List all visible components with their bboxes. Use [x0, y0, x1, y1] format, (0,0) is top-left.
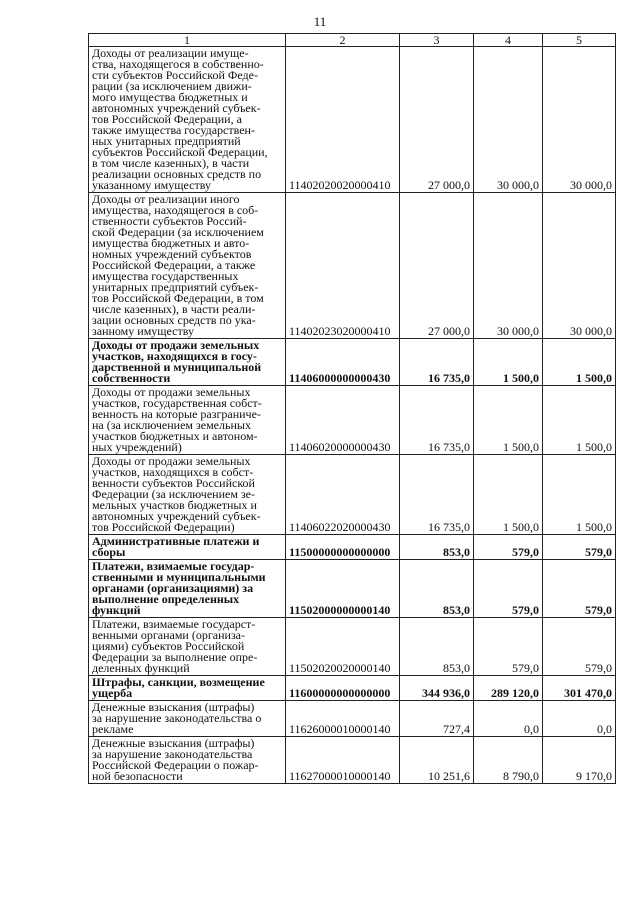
income-name-cell: Доходы от реализации иного имущества, находящегося в соб- ственности субъектов Россий- ской Федерации (за исключением имущества бюджетных и авто- номных учреждений субъектов Российской Федерации, а также имущества государственных унитарных предприятий субъек- тов Российской Федерации, в том числе казенных), в части реали- зации основных средств по ука- занному имуществу: [89, 193, 286, 339]
amount-cell-col4: 579,0: [474, 618, 543, 676]
amount-cell-col5: 301 470,0: [543, 676, 616, 701]
amount-cell-col4: 1 500,0: [474, 386, 543, 455]
budget-code-cell: 11500000000000000: [286, 535, 400, 560]
income-name-cell: Доходы от продажи земельных участков, государственная собст- венность на которые разграниче- на (за исключением земельных участков бюджетных и автоном- ных учреждений): [89, 386, 286, 455]
column-number-header: 1: [89, 34, 286, 47]
budget-code-cell: 11402020020000410: [286, 47, 400, 193]
amount-cell-col3: 853,0: [400, 618, 474, 676]
budget-code-cell: 11406022020000430: [286, 455, 400, 535]
column-number-header: 5: [543, 34, 616, 47]
table-row: [89, 701, 616, 737]
amount-cell-col4: 289 120,0: [474, 676, 543, 701]
amount-cell-col3: 27 000,0: [400, 47, 474, 193]
column-number-header-row: [89, 34, 616, 47]
amount-cell-col4: 1 500,0: [474, 455, 543, 535]
amount-cell-col4: 0,0: [474, 701, 543, 737]
amount-cell-col5: 1 500,0: [543, 455, 616, 535]
income-name-cell: Платежи, взимаемые государст- венными органами (организа- циями) субъектов Российской Федерации за выполнение опре- деленных функций: [89, 618, 286, 676]
amount-cell-col5: 0,0: [543, 701, 616, 737]
budget-code-cell: 11600000000000000: [286, 676, 400, 701]
amount-cell-col4: 8 790,0: [474, 737, 543, 784]
amount-cell-col3: 853,0: [400, 535, 474, 560]
budget-code-cell: 11406020000000430: [286, 386, 400, 455]
amount-cell-col5: 579,0: [543, 535, 616, 560]
table-row: [89, 618, 616, 676]
budget-code-cell: 11402023020000410: [286, 193, 400, 339]
table-row: [89, 339, 616, 386]
budget-code-cell: 11502020020000140: [286, 618, 400, 676]
amount-cell-col4: 30 000,0: [474, 193, 543, 339]
income-name-cell: Доходы от реализации имуще- ства, находящегося в собственно- сти субъектов Российской Феде- рации (за исключением движи- мого имущества бюджетных и автономных учреждений субъек- тов Российской Федерации, а также имущества государствен- ных унитарных предприятий субъектов Российской Федерации, в том числе казенных), в части реализации основных средств по указанному имуществу: [89, 47, 286, 193]
revenue-table: [88, 33, 616, 784]
amount-cell-col3: 853,0: [400, 560, 474, 618]
budget-code-cell: 11626000010000140: [286, 701, 400, 737]
amount-cell-col4: 579,0: [474, 535, 543, 560]
income-name-cell: Денежные взыскания (штрафы) за нарушение законодательства о рекламе: [89, 701, 286, 737]
column-number-header: 2: [286, 34, 400, 47]
amount-cell-col3: 344 936,0: [400, 676, 474, 701]
amount-cell-col4: 1 500,0: [474, 339, 543, 386]
table-row: [89, 386, 616, 455]
income-name-cell: Денежные взыскания (штрафы) за нарушение законодательства Российской Федерации о пожар- ной безопасности: [89, 737, 286, 784]
amount-cell-col3: 27 000,0: [400, 193, 474, 339]
income-name-cell: Доходы от продажи земельных участков, находящихся в госу- дарственной и муниципальной собственности: [89, 339, 286, 386]
amount-cell-col5: 1 500,0: [543, 339, 616, 386]
amount-cell-col5: 579,0: [543, 560, 616, 618]
budget-code-cell: 11502000000000140: [286, 560, 400, 618]
table-row: [89, 193, 616, 339]
amount-cell-col3: 16 735,0: [400, 455, 474, 535]
column-number-header: 4: [474, 34, 543, 47]
amount-cell-col3: 727,4: [400, 701, 474, 737]
amount-cell-col3: 16 735,0: [400, 386, 474, 455]
budget-code-cell: 11627000010000140: [286, 737, 400, 784]
amount-cell-col5: 9 170,0: [543, 737, 616, 784]
page-number: 11: [313, 14, 327, 29]
amount-cell-col4: 30 000,0: [474, 47, 543, 193]
table-row: [89, 737, 616, 784]
table-row: [89, 560, 616, 618]
amount-cell-col3: 10 251,6: [400, 737, 474, 784]
table-row: [89, 455, 616, 535]
income-name-cell: Административные платежи и сборы: [89, 535, 286, 560]
income-name-cell: Доходы от продажи земельных участков, находящихся в собст- венности субъектов Российской Федерации (за исключением зе- мельных участков бюджетных и автономных учреждений субъек- тов Российской Федерации): [89, 455, 286, 535]
table-row: [89, 535, 616, 560]
amount-cell-col5: 30 000,0: [543, 193, 616, 339]
amount-cell-col5: 30 000,0: [543, 47, 616, 193]
income-name-cell: Платежи, взимаемые государ- ственными и муниципальными органами (организациями) за выполнение определенных функций: [89, 560, 286, 618]
budget-code-cell: 11406000000000430: [286, 339, 400, 386]
income-name-cell: Штрафы, санкции, возмещение ущерба: [89, 676, 286, 701]
amount-cell-col3: 16 735,0: [400, 339, 474, 386]
column-number-header: 3: [400, 34, 474, 47]
amount-cell-col4: 579,0: [474, 560, 543, 618]
amount-cell-col5: 579,0: [543, 618, 616, 676]
amount-cell-col5: 1 500,0: [543, 386, 616, 455]
table-row: [89, 676, 616, 701]
table-row: [89, 47, 616, 193]
